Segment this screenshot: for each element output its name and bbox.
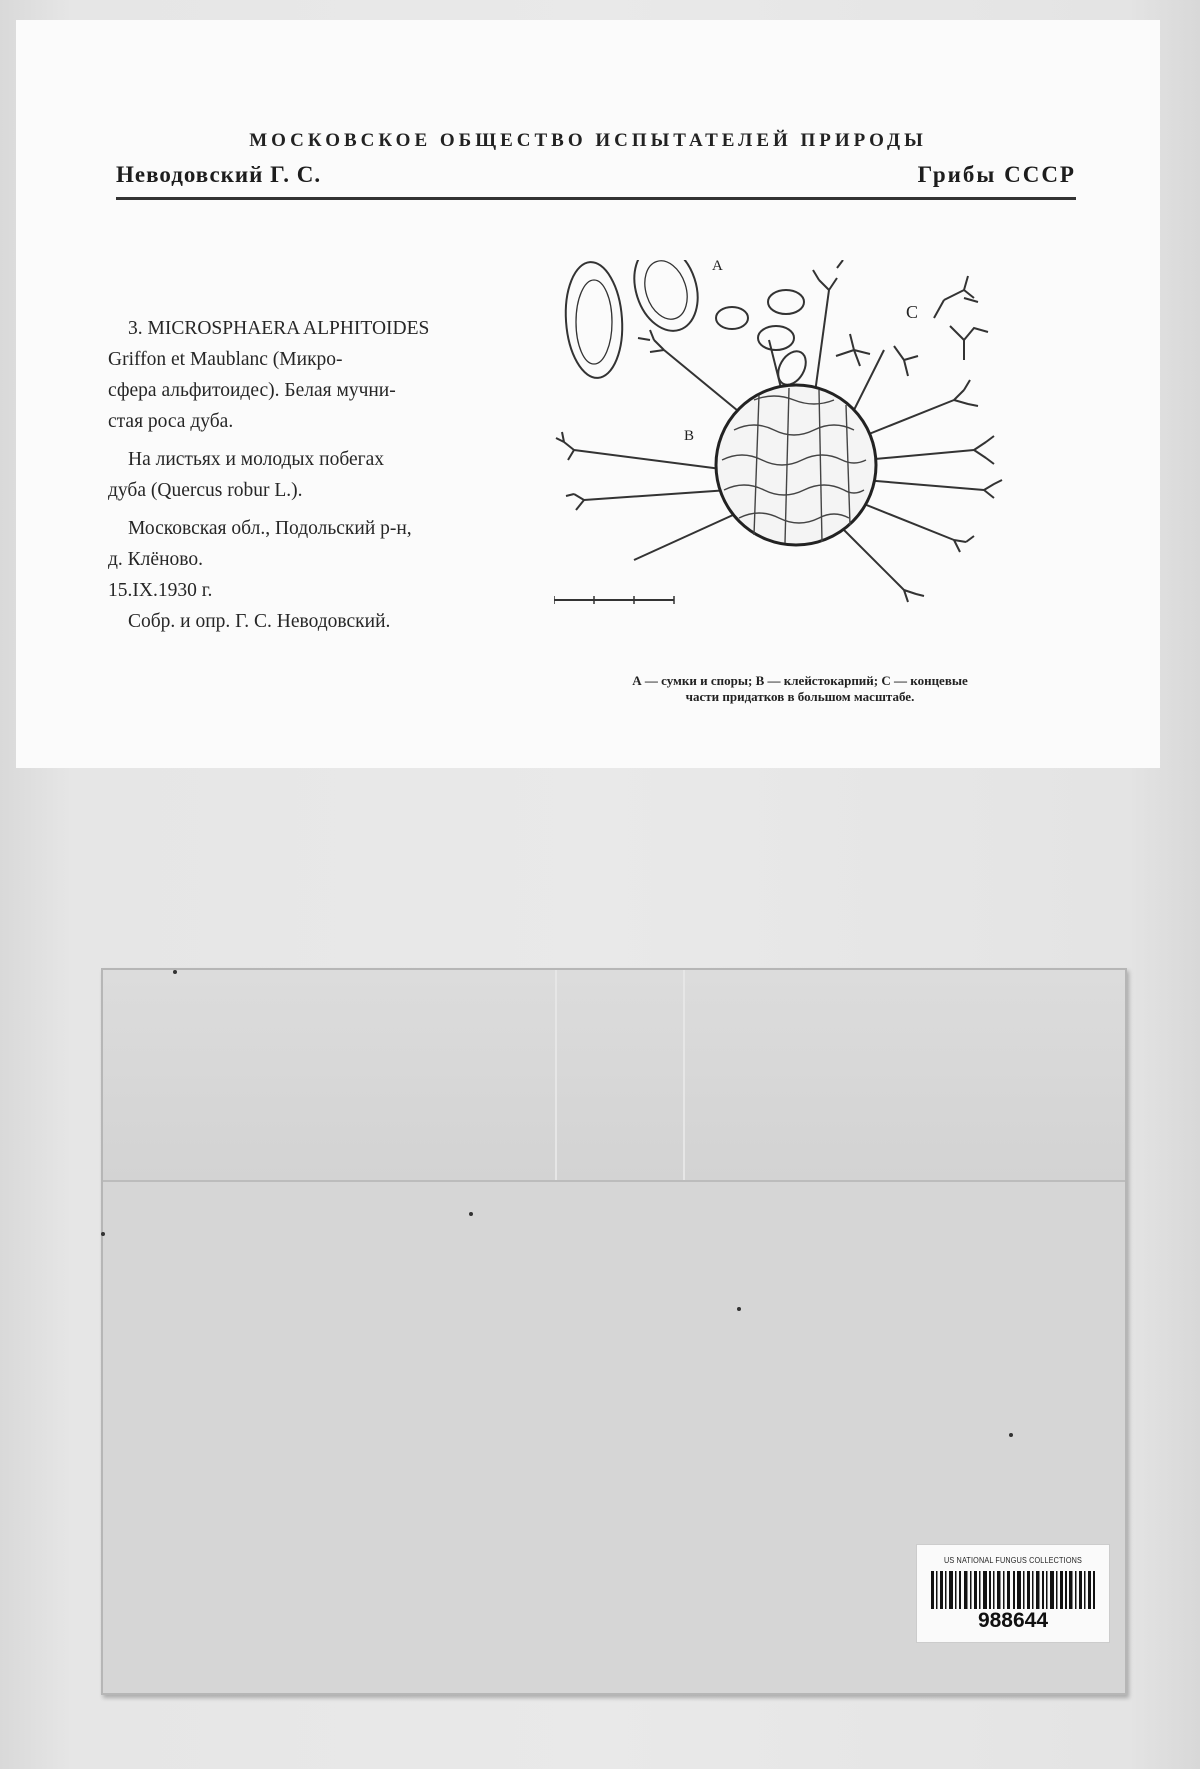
spore xyxy=(716,307,748,329)
barcode-number: 988644 xyxy=(977,1609,1049,1632)
society-header: МОСКОВСКОЕ ОБЩЕСТВО ИСПЫТАТЕЛЕЙ ПРИРОДЫ xyxy=(249,130,927,151)
label-a: A xyxy=(712,260,723,274)
author-name: Неводовский Г. С. xyxy=(116,162,322,187)
host-line-2: дуба (Quercus robur L.). xyxy=(108,480,303,501)
envelope-flap[interactable] xyxy=(103,970,1125,1182)
description-line-2: сфера альфитоидес). Белая мучни- xyxy=(108,380,396,401)
fold-crease xyxy=(555,970,557,1180)
speck xyxy=(737,1307,741,1311)
spore xyxy=(773,346,812,389)
fungus-illustration xyxy=(554,260,1044,660)
header-rule xyxy=(116,197,1076,200)
collection-date: 15.IX.1930 г. xyxy=(108,580,213,601)
speck xyxy=(173,970,177,974)
institution-name: US NATIONAL FUNGUS COLLECTIONS xyxy=(944,1555,1082,1565)
caption-line-2: части придатков в большом масштабе. xyxy=(685,689,915,704)
barcode-tag xyxy=(916,1544,1110,1643)
speck xyxy=(469,1212,473,1216)
barcode-icon xyxy=(931,1571,1095,1609)
collector-line: Собр. и опр. Г. С. Неводовский. xyxy=(128,611,391,632)
label-b: B xyxy=(684,428,695,444)
species-title: 3. MICROSPHAERA ALPHITOIDES xyxy=(128,318,430,339)
cleistothecium xyxy=(716,385,876,545)
label-c: C xyxy=(906,302,919,322)
fold-crease xyxy=(683,970,685,1180)
host-line-1: На листьях и молодых побегах xyxy=(128,449,385,470)
ascus-right xyxy=(624,260,708,339)
locality-line-2: д. Клёново. xyxy=(108,549,203,570)
spore xyxy=(758,326,794,350)
locality-line-1: Московская обл., Подольский р-н, xyxy=(128,518,412,539)
authority-line: Griffon et Maublanc (Микро- xyxy=(108,349,343,370)
description-line-3: стая роса дуба. xyxy=(108,411,234,432)
spore xyxy=(768,290,804,314)
illustration-caption xyxy=(540,673,1060,705)
speck xyxy=(101,1232,105,1236)
caption-line-1: А — сумки и споры; В — клейстокарпий; С — концевые xyxy=(632,673,968,688)
series-name: Грибы СССР xyxy=(917,162,1076,187)
specimen-description xyxy=(108,313,518,637)
ascus-left xyxy=(562,260,626,380)
speck xyxy=(1009,1433,1013,1437)
